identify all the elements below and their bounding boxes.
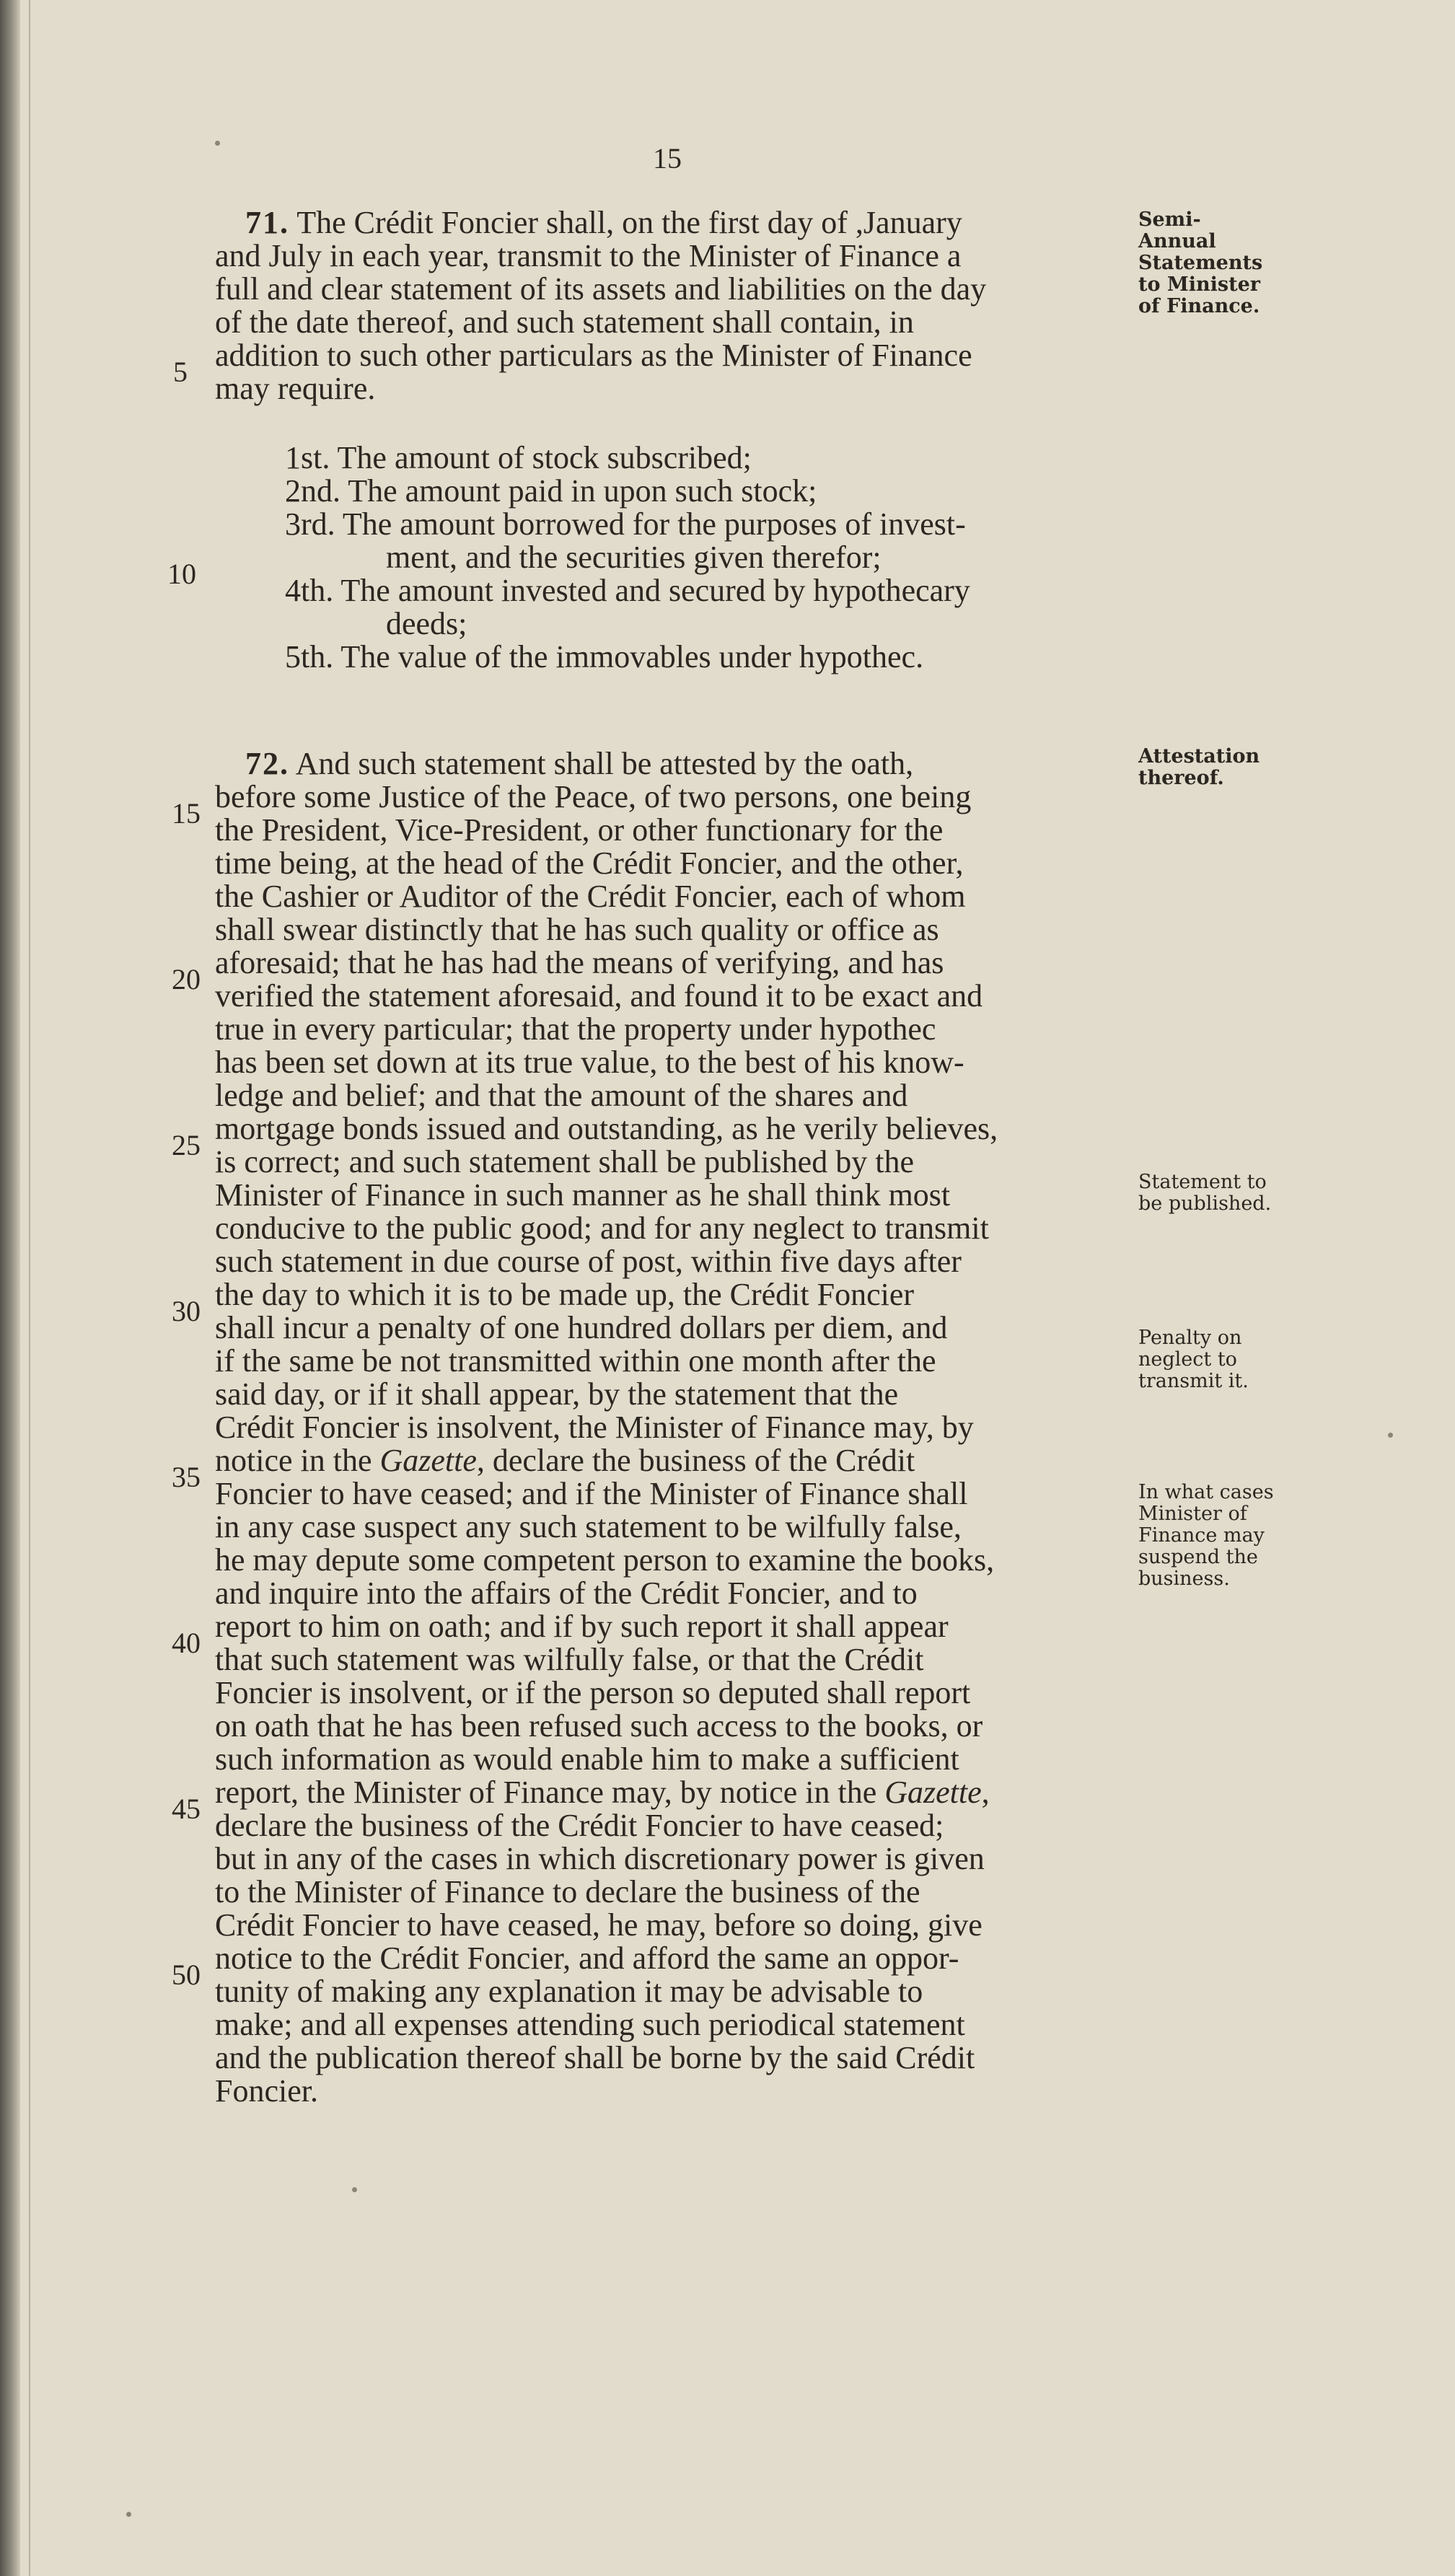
s72-line-13: is correct; and such statement shall be published by the — [215, 1144, 914, 1179]
s72-line-19: if the same be not transmitted within one month after the — [215, 1343, 936, 1379]
s71-line-1-text: The Crédit Foncier shall, on the first day of ,January — [289, 205, 962, 240]
margin-note-penalty: Penalty on neglect to transmit it. — [1138, 1327, 1249, 1392]
gazette-title: Gazette — [379, 1443, 477, 1478]
s72-line-6: shall swear distinctly that he has such quality or office as — [215, 912, 939, 947]
s72-line-22-post: , declare the business of the Crédit — [476, 1443, 915, 1478]
line-number-20: 20 — [172, 963, 201, 995]
s72-line-22 — [215, 1444, 1146, 1477]
s72-line-32-pre: report, the Minister of Finance may, by notice in the — [215, 1775, 885, 1810]
s71-line-5: addition to such other particulars as the Minister of Finance — [215, 338, 972, 373]
page-binding-edge — [0, 0, 20, 2576]
s72-line-5: the Cashier or Auditor of the Crédit Foncier, each of whom — [215, 879, 966, 914]
s71-line-1 — [245, 206, 1129, 239]
s72-line-38: tunity of making any explanation it may be advisable to — [215, 1974, 923, 2009]
s72-line-1-text: And such statement shall be attested by the oath, — [289, 746, 914, 781]
s72-line-12: mortgage bonds issued and outstanding, as he verily believes, — [215, 1111, 998, 1146]
margin-note-semi-annual: Semi-Annual Statements to Minister of Finance. — [1138, 208, 1263, 317]
section-number-71: 71. — [245, 205, 289, 240]
s71-line-6: may require. — [215, 371, 376, 406]
s72-line-16: such statement in due course of post, within five days after — [215, 1244, 962, 1279]
gazette-title: Gazette — [884, 1775, 982, 1810]
line-number-45: 45 — [172, 1793, 201, 1825]
s72-line-23: Foncier to have ceased; and if the Minister of Finance shall — [215, 1476, 968, 1511]
s72-line-4: time being, at the head of the Crédit Foncier, and the other, — [215, 845, 964, 881]
s72-line-32-post: , — [981, 1775, 990, 1810]
s72-line-14: Minister of Finance in such manner as he shall think most — [215, 1177, 951, 1213]
s72-line-17: the day to which it is to be made up, the Crédit Foncier — [215, 1277, 915, 1312]
s72-line-31: such information as would enable him to make a sufficient — [215, 1741, 959, 1777]
line-number-15: 15 — [172, 797, 201, 830]
s72-line-27: report to him on oath; and if by such report it shall appear — [215, 1609, 949, 1644]
s72-line-2: before some Justice of the Peace, of two persons, one being — [215, 779, 972, 814]
s72-line-41: Foncier. — [215, 2073, 318, 2109]
line-number-25: 25 — [172, 1129, 201, 1161]
s72-line-37: notice to the Crédit Foncier, and afford the same an oppor- — [215, 1940, 959, 1976]
s71-item-2: 2nd. The amount paid in upon such stock; — [285, 473, 817, 509]
s72-line-24: in any case suspect any such statement to be wilfully false, — [215, 1509, 962, 1544]
paper-speck — [126, 2512, 131, 2517]
line-number-40: 40 — [172, 1627, 201, 1659]
s72-line-33: declare the business of the Crédit Foncier to have ceased; — [215, 1808, 944, 1843]
s71-item-1: 1st. The amount of stock subscribed; — [285, 440, 752, 475]
s72-line-39: make; and all expenses attending such periodical statement — [215, 2007, 965, 2042]
binding-fold-line — [29, 0, 30, 2576]
s72-line-1 — [245, 747, 1133, 781]
line-number-30: 30 — [172, 1295, 201, 1327]
s71-item-4-cont: deeds; — [386, 606, 467, 641]
s71-line-2: and July in each year, transmit to the Minister of Finance a — [215, 238, 962, 273]
s71-line-4: of the date thereof, and such statement shall contain, in — [215, 304, 914, 340]
section-number-72: 72. — [245, 746, 289, 781]
s72-line-25: he may depute some competent person to examine the books, — [215, 1542, 995, 1578]
margin-note-published: Statement to be published. — [1138, 1171, 1272, 1215]
s72-line-34: but in any of the cases in which discretionary power is given — [215, 1841, 985, 1876]
s72-line-35: to the Minister of Finance to declare the business of the — [215, 1874, 920, 1909]
s71-item-3: 3rd. The amount borrowed for the purposes of invest- — [285, 506, 966, 542]
line-number-50: 50 — [172, 1959, 201, 1991]
s72-line-28: that such statement was wilfully false, or that the Crédit — [215, 1642, 924, 1677]
s71-line-3: full and clear statement of its assets and liabilities on the day — [215, 271, 987, 307]
s71-item-5: 5th. The value of the immovables under hypothec. — [285, 639, 924, 674]
s72-line-15: conducive to the public good; and for any neglect to transmit — [215, 1210, 989, 1246]
s72-line-11: ledge and belief; and that the amount of the shares and — [215, 1078, 908, 1113]
s72-line-29: Foncier is insolvent, or if the person so deputed shall report — [215, 1675, 971, 1710]
s71-item-3-cont: ment, and the securities given therefor; — [386, 540, 882, 575]
paper-speck — [215, 141, 220, 146]
s72-line-30: on oath that he has been refused such access to the books, or — [215, 1708, 983, 1744]
margin-note-what-cases: In what cases Minister of Finance may suspend the business. — [1138, 1481, 1274, 1590]
s72-line-21: Crédit Foncier is insolvent, the Minister of Finance may, by — [215, 1410, 974, 1445]
s72-line-40: and the publication thereof shall be borne by the said Crédit — [215, 2040, 975, 2075]
line-number-10: 10 — [167, 558, 196, 590]
s71-item-4: 4th. The amount invested and secured by hypothecary — [285, 573, 970, 608]
page-number: 15 — [653, 142, 682, 175]
s72-line-36: Crédit Foncier to have ceased, he may, before so doing, give — [215, 1907, 983, 1943]
paper-speck — [352, 2187, 357, 2192]
paper-speck — [1388, 1433, 1393, 1438]
s72-line-26: and inquire into the affairs of the Crédit Foncier, and to — [215, 1575, 918, 1611]
line-number-35: 35 — [172, 1461, 201, 1493]
s72-line-22-pre: notice in the — [215, 1443, 380, 1478]
s72-line-8: verified the statement aforesaid, and found it to be exact and — [215, 978, 983, 1014]
margin-note-attestation: Attestation thereof. — [1138, 745, 1260, 789]
line-number-5: 5 — [173, 356, 188, 388]
s72-line-18: shall incur a penalty of one hundred dollars per diem, and — [215, 1310, 948, 1345]
s72-line-3: the President, Vice-President, or other functionary for the — [215, 812, 944, 848]
s72-line-7: aforesaid; that he has had the means of verifying, and has — [215, 945, 944, 980]
s72-line-32 — [215, 1776, 1146, 1809]
s72-line-9: true in every particular; that the property under hypothec — [215, 1011, 936, 1047]
s72-line-10: has been set down at its true value, to the best of his know- — [215, 1045, 964, 1080]
s72-line-20: said day, or if it shall appear, by the statement that the — [215, 1376, 899, 1412]
